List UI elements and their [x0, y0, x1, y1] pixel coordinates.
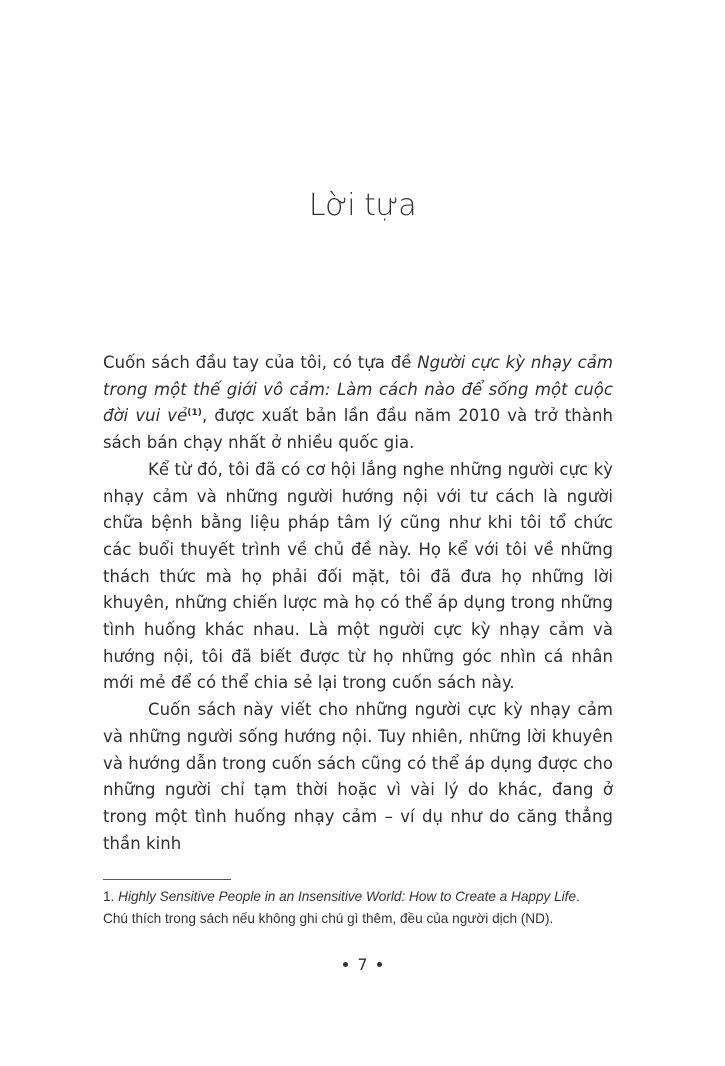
book-title-vietnamese: Người cực kỳ nhạy cảm trong một thế giới vô cảm: Làm cách nào để sống một cuộc đời vui vẻ: [103, 353, 614, 426]
footnote-line-2: Chú thích trong sách nếu không ghi chú gì thêm, đều của người dịch (ND).: [103, 911, 554, 926]
footnote-book-title: Highly Sensitive People in an Insensitive World: How to Create a Happy Life: [118, 889, 577, 904]
page-number: [0, 955, 725, 974]
body-text: [103, 350, 613, 857]
footnote-line-1: [103, 886, 623, 908]
chapter-title: Lời tựa: [308, 188, 417, 223]
paragraph-1-trail: , được xuất bản lần đầu năm 2010 và trở thành sách bán chạy nhất ở nhiều quốc gia.: [103, 406, 613, 453]
footnote: [103, 886, 623, 930]
paragraph-3: Cuốn sách này viết cho những người cực kỳ nhạy cảm và những người sống hướng nội. Tuy nhiên, những lời khuyên và hướng dẫn trong cuốn sách cũng có thể áp dụng được cho những người chỉ tạm thời hoặc vì vài lý do khác, đang ở trong một tình huống nhạy cảm – ví dụ như do căng thẳng thần kinh: [103, 700, 613, 853]
footnote-number: 1.: [103, 889, 119, 904]
footnote-reference: (1): [187, 408, 202, 419]
paragraph-2: Kể từ đó, tôi đã có cơ hội lắng nghe những người cực kỳ nhạy cảm và những người hướng nội với tư cách là người chữa bệnh bằng liệu pháp tâm lý cũng như khi tôi tổ chức các buổi thuyết trình về chủ đề này. Họ kể với tôi về những thách thức mà họ phải đối mặt, tôi đã đưa họ những lời khuyên, những chiến lược mà họ có thể áp dụng trong những tình huống khác nhau. Là một người cực kỳ nhạy cảm và hướng nội, tôi đã biết được từ họ những góc nhìn cá nhân mới mẻ để có thể chia sẻ lại trong cuốn sách này.: [103, 459, 613, 693]
bullet-right-icon: [377, 962, 382, 967]
page-number-value: 7: [357, 955, 368, 974]
bullet-left-icon: [343, 962, 348, 967]
paragraph-1-lead: Cuốn sách đầu tay của tôi, có tựa đề: [103, 353, 418, 372]
footnote-divider: [103, 879, 231, 880]
footnote-period: .: [576, 889, 580, 904]
paragraph-1: [103, 350, 613, 457]
